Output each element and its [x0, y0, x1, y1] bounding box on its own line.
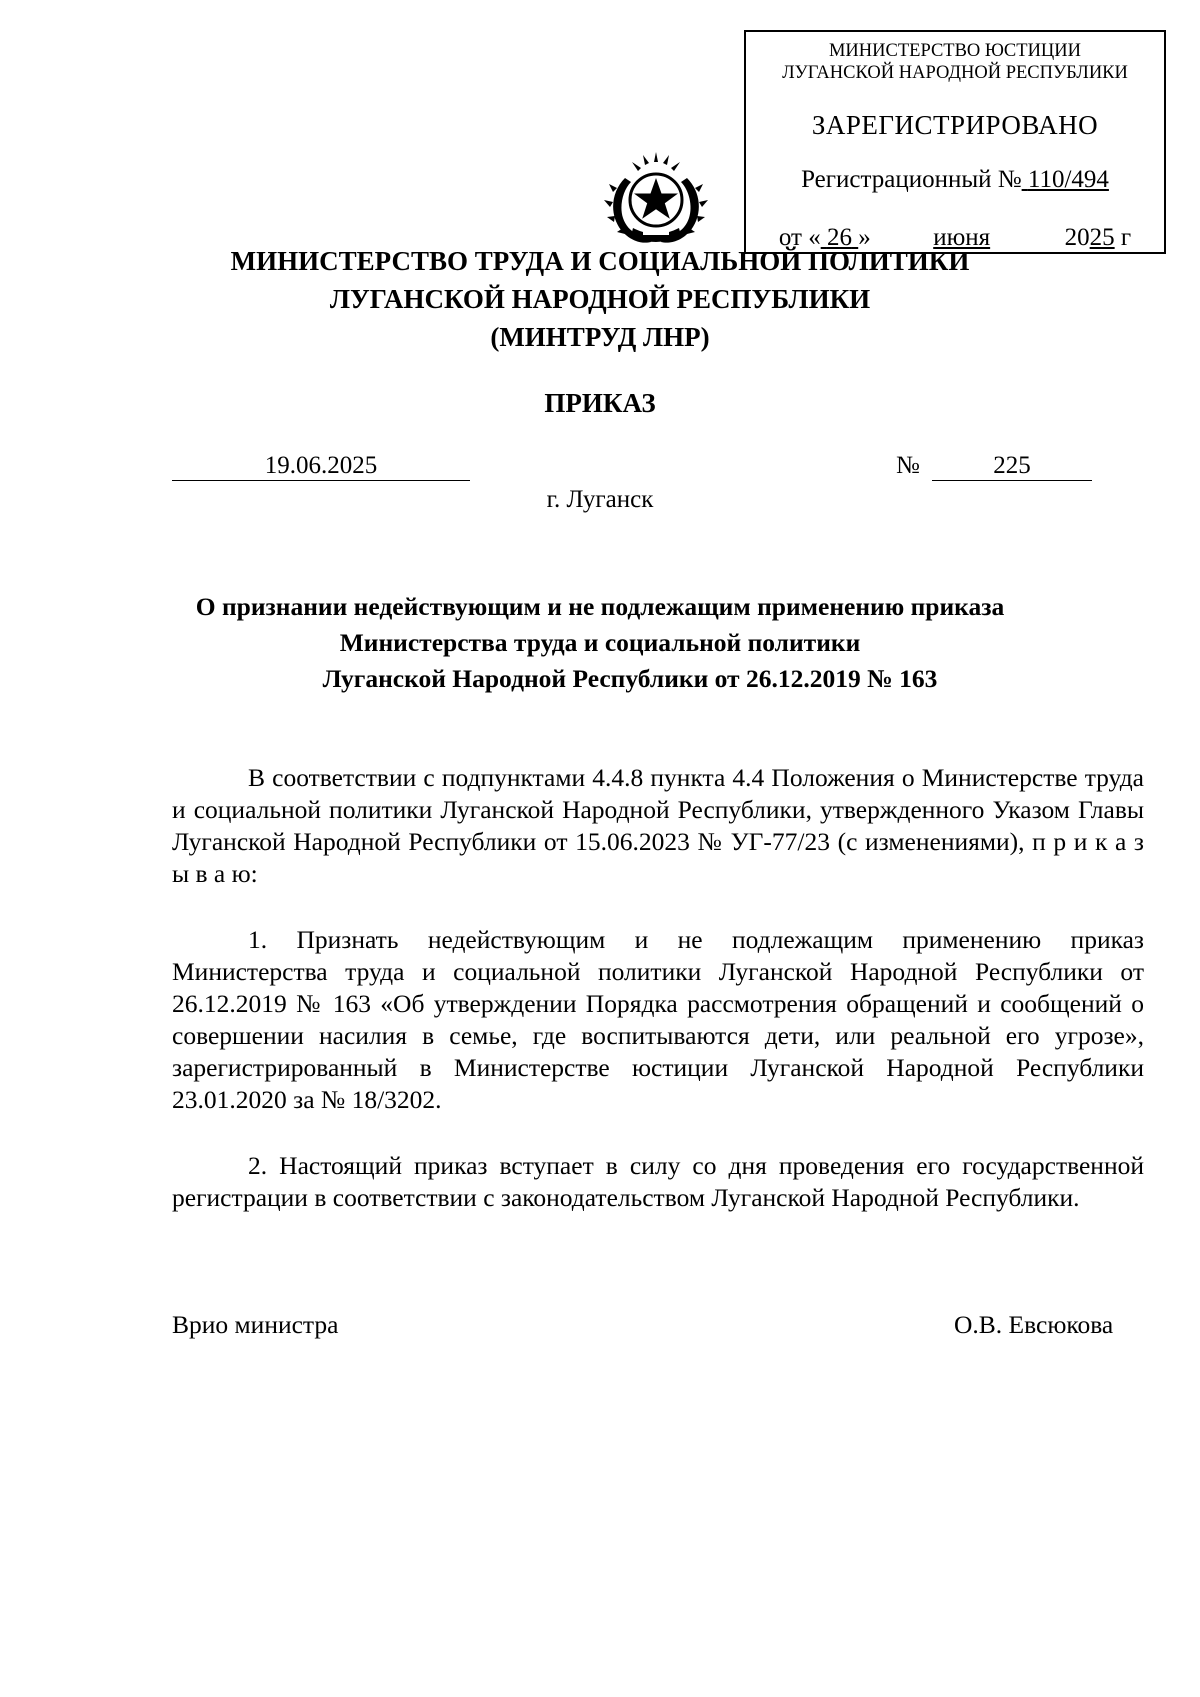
stamp-ministry-line1: МИНИСТЕРСТВО ЮСТИЦИИ	[828, 41, 1082, 61]
preamble-paragraph: В соответствии с подпунктами 4.4.8 пункта 4.4 Положения о Министерстве труда и социальной политики Луганской Народной Республики, утвержденного Указом Главы Луганской Народной Республики от 15.06.2023 № УГ-77/23 (с изменениями), п р и к а з ы в а ю:	[172, 763, 1144, 888]
title-line1: О признании недействующим и не подлежащим применению приказа	[195, 592, 1005, 621]
stamp-date-prefix: от «	[778, 224, 821, 251]
item1-paragraph: 1. Признать недействующим и не подлежащим применению приказ Министерства труда и социальной политики Луганской Народной Республики от 26.12.2019 № 163 «Об утверждении Порядка рассмотрения обращений и сообщений о совершении насилия в семье, где воспитываются дети, или реальной его угрозе», зарегистрированный в Министерстве юстиции Луганской Народной Республики 23.01.2020 за № 18/3202.	[172, 925, 1144, 1114]
stamp-regnum-value: 110/494	[1027, 166, 1109, 193]
header-line3: (МИНТРУД ЛНР)	[490, 322, 710, 352]
title-line3: Луганской Народной Республики от 26.12.2019 № 163	[322, 664, 938, 693]
order-number-label: №	[896, 452, 920, 479]
stamp-date-close: »	[858, 224, 871, 251]
stamp-date-month: июня	[933, 224, 991, 251]
coat-of-arms-emblem-icon	[597, 148, 715, 250]
title-line2: Министерства труда и социальной политики	[339, 628, 861, 657]
order-city: г. Луганск	[546, 486, 654, 513]
stamp-regnum-label: Регистрационный №	[801, 166, 1022, 193]
order-number: 225	[932, 452, 1092, 481]
stamp-date-year-unit: г	[1120, 224, 1132, 251]
item2-paragraph: 2. Настоящий приказ вступает в силу со дня проведения его государственной регистрации в соответствии с законодательством Луганской Народной Республики.	[172, 1151, 1144, 1212]
stamp-date-day: 26	[826, 224, 852, 251]
registration-stamp	[744, 30, 1166, 254]
stamp-regnum	[746, 166, 1164, 194]
stamp-registered: ЗАРЕГИСТРИРОВАНО	[811, 110, 1099, 140]
stamp-ministry	[746, 40, 1164, 84]
order-date: 19.06.2025	[172, 452, 470, 481]
header-line2: ЛУГАНСКОЙ НАРОДНОЙ РЕСПУБЛИКИ	[329, 284, 871, 314]
stamp-date-year-prefix: 20	[1064, 224, 1090, 251]
stamp-date-year-suffix: 25	[1089, 224, 1115, 251]
signature-position: Врио министра	[172, 1310, 339, 1339]
stamp-ministry-line2: ЛУГАНСКОЙ НАРОДНОЙ РЕСПУБЛИКИ	[782, 63, 1128, 83]
doc-type: ПРИКАЗ	[544, 388, 656, 418]
signature-name: О.В. Евсюкова	[954, 1310, 1114, 1339]
header-line1: МИНИСТЕРСТВО ТРУДА И СОЦИАЛЬНОЙ ПОЛИТИКИ	[230, 246, 970, 276]
